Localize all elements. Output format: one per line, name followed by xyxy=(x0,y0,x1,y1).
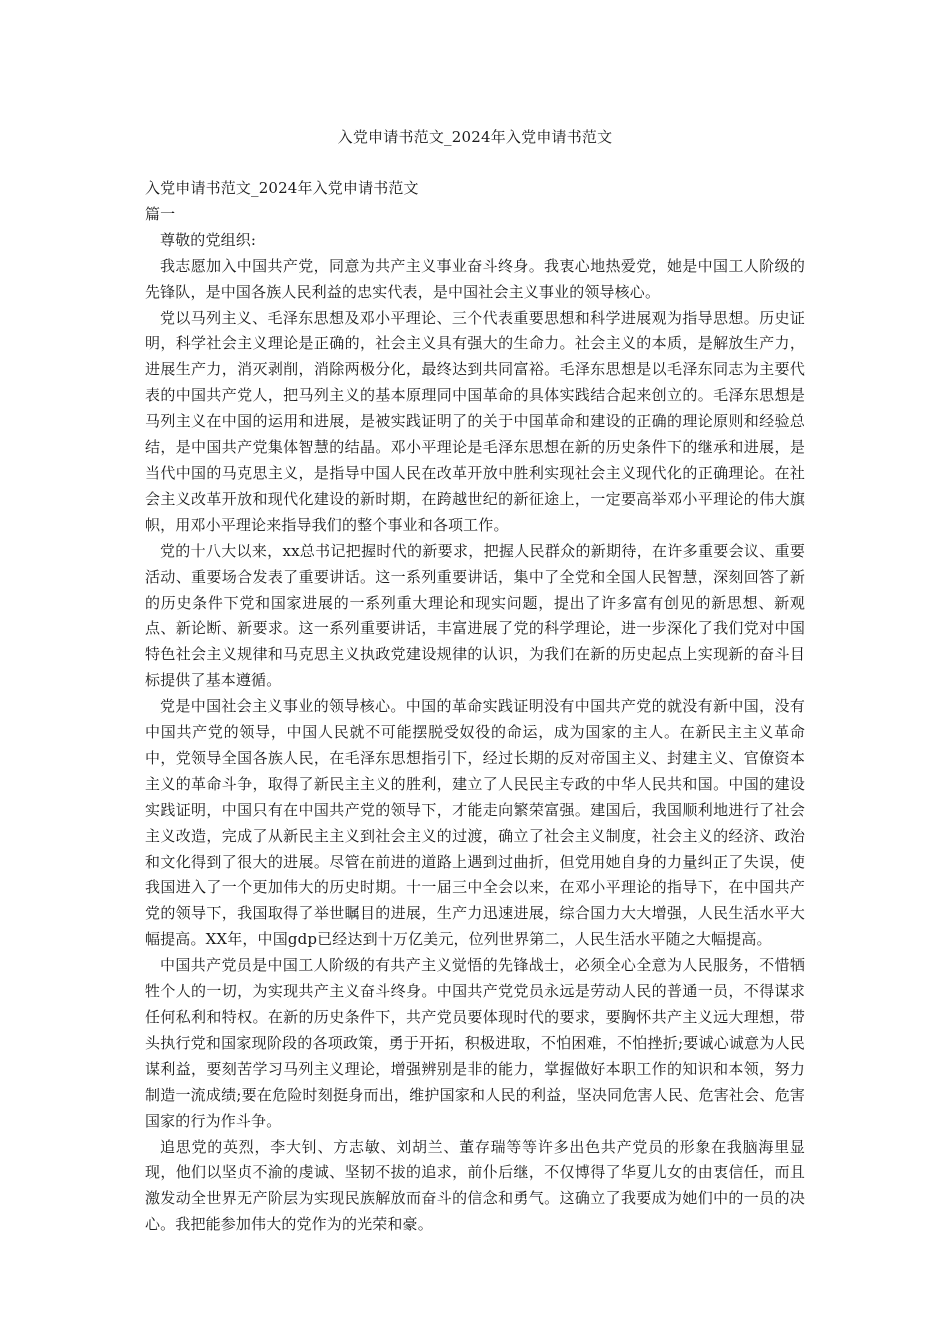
paragraph: 党是中国社会主义事业的领导核心。中国的革命实践证明没有中国共产党的就没有新中国，没有中国共产党的领导，中国人民就不可能摆脱受奴役的命运，成为国家的主人。在新民主主义革命中，党领导全国各族人民，在毛泽东思想指引下，经过长期的反对帝国主义、封建主义、官僚资本主义的革命斗争，取得了新民主主义的胜利，建立了人民民主专政的中华人民共和国。中国的建设实践证明，中国只有在中国共产党的领导下，才能走向繁荣富强。建国后，我国顺利地进行了社会主义改造，完成了从新民主主义到社会主义的过渡，确立了社会主义制度，社会主义的经济、政治和文化得到了很大的进展。尽管在前进的道路上遇到过曲折，但党用她自身的力量纠正了失误，使我国进入了一个更加伟大的历史时期。十一届三中全会以来，在邓小平理论的指导下，在中国共产党的领导下，我国取得了举世瞩目的进展，生产力迅速进展，综合国力大大增强，人民生活水平大幅提高。XX年，中国gdp已经达到十万亿美元，位列世界第二，人民生活水平随之大幅提高。 xyxy=(145,697,805,949)
paragraph: 追思党的英烈，李大钊、方志敏、刘胡兰、董存瑞等等许多出色共产党员的形象在我脑海里显现，他们以坚贞不渝的虔诚、坚韧不拔的追求，前仆后继，不仅博得了华夏儿女的由衷信任，而且激发动全世界无产阶层为实现民族解放而奋斗的信念和勇气。这确立了我要成为她们中的一员的决心。我把能参加伟大的党作为的光荣和豪。 xyxy=(145,1137,805,1234)
section-label: 篇一 xyxy=(145,204,176,223)
document-subtitle: 入党申请书范文_2024年入党申请书范文 xyxy=(145,179,419,197)
document-title: 入党申请书范文_2024年入党申请书范文 xyxy=(337,128,613,146)
document-body xyxy=(145,176,805,1238)
paragraph: 党以马列主义、毛泽东思想及邓小平理论、三个代表重要思想和科学进展观为指导思想。历史证明，科学社会主义理论是正确的，社会主义具有强大的生命力。社会主义的本质，是解放生产力，进展生产力，消灭剥削，消除两极分化，最终达到共同富裕。毛泽东思想是以毛泽东同志为主要代表的中国共产党人，把马列主义的基本原理同中国革命的具体实践结合起来创立的。毛泽东思想是马列主义在中国的运用和进展，是被实践证明了的关于中国革命和建设的正确的理论原则和经验总结，是中国共产党集体智慧的结晶。邓小平理论是毛泽东思想在新的历史条件下的继承和进展，是当代中国的马克思主义，是指导中国人民在改革开放中胜利实现社会主义现代化的正确理论。在社会主义改革开放和现代化建设的新时期，在跨越世纪的新征途上，一定要高举邓小平理论的伟大旗帜，用邓小平理论来指导我们的整个事业和各项工作。 xyxy=(145,308,805,534)
paragraph: 我志愿加入中国共产党，同意为共产主义事业奋斗终身。我衷心地热爱党，她是中国工人阶级的先锋队，是中国各族人民利益的忠实代表，是中国社会主义事业的领导核心。 xyxy=(145,256,805,301)
paragraph: 中国共产党员是中国工人阶级的有共产主义觉悟的先锋战士，必须全心全意为人民服务，不惜牺牲个人的一切，为实现共产主义奋斗终身。中国共产党党员永远是劳动人民的普通一员，不得谋求任何私利和特权。在新的历史条件下，共产党员要体现时代的要求，要胸怀共产主义远大理想，带头执行党和国家现阶段的各项政策，勇于开拓，积极进取，不怕困难，不怕挫折;要诚心诚意为人民谋利益，要刻苦学习马列主义理论，增强辨别是非的能力，掌握做好本职工作的知识和本领，努力制造一流成绩;要在危险时刻挺身而出，维护国家和人民的利益，坚决同危害人民、危害社会、危害国家的行为作斗争。 xyxy=(145,956,805,1130)
salutation: 尊敬的党组织: xyxy=(160,230,257,249)
paragraph: 党的十八大以来，xx总书记把握时代的新要求，把握人民群众的新期待，在许多重要会议、重要活动、重要场合发表了重要讲话。这一系列重要讲话，集中了全党和全国人民智慧，深刻回答了新的历史条件下党和国家进展的一系列重大理论和现实问题，提出了许多富有创见的新思想、新观点、新论断、新要求。这一系列重要讲话，丰富进展了党的科学理论，进一步深化了我们党对中国特色社会主义规律和马克思主义执政党建设规律的认识，为我们在新的历史起点上实现新的奋斗目标提供了基本遵循。 xyxy=(145,541,805,690)
